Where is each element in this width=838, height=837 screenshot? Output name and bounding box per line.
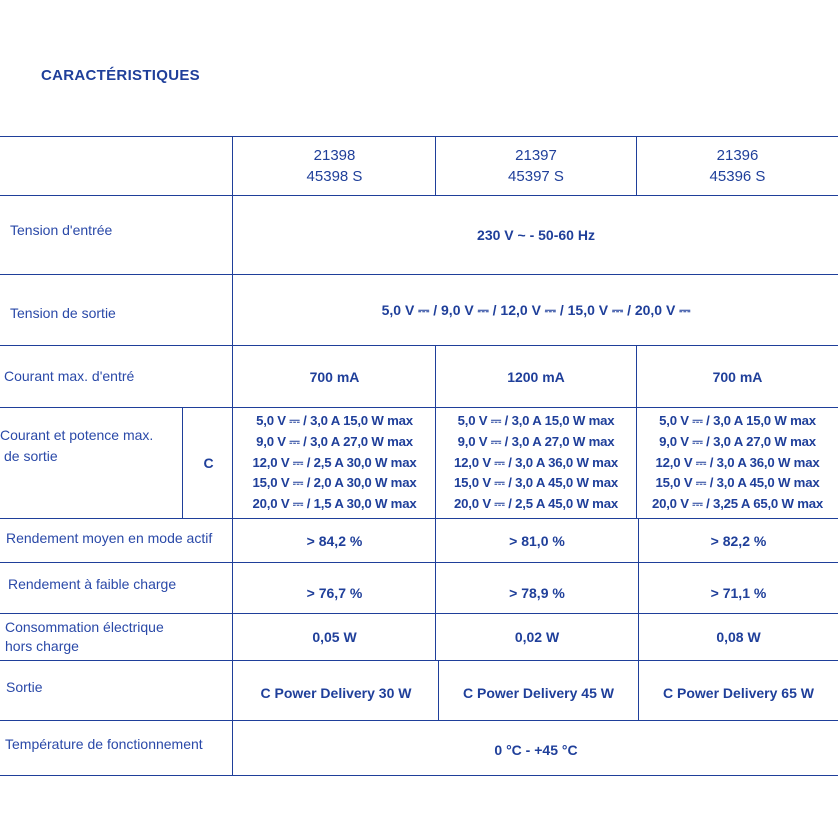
row-output <box>0 661 838 721</box>
value-cell: > 81,0 % <box>436 519 639 562</box>
model-sub-ref: 45398 S <box>306 168 363 185</box>
value-cell: 0,05 W <box>234 614 436 660</box>
operating-temp-value: 0 °C - +45 °C <box>494 742 578 758</box>
row-avg-efficiency <box>0 519 838 563</box>
model-ref: 21396 <box>716 147 759 164</box>
header-row <box>0 137 838 196</box>
row-label: Rendement moyen en mode actif <box>0 519 233 562</box>
value-cell: > 78,9 % <box>436 563 639 613</box>
output-profile-cell: 5,0 V ⎓ / 3,0 A 15,0 W max 9,0 V ⎓ / 3,0 A 27,0 W max 12,0 V ⎓ / 3,0 A 36,0 W max 15,0 V ⎓ / 3,0 A 45,0 W max 20,0 V ⎓ / 2,5 A 45,0 W max <box>436 408 637 518</box>
value-cell: 0,02 W <box>436 614 639 660</box>
model-header-2 <box>436 137 637 195</box>
model-header-1 <box>234 137 436 195</box>
row-label: Rendement à faible charge <box>0 563 233 613</box>
value-cell: C Power Delivery 65 W <box>663 684 814 701</box>
row-label: Tension de sortie <box>0 275 233 345</box>
row-label: Courant max. d'entré <box>0 346 233 407</box>
spec-table <box>0 136 838 776</box>
value-cell: 700 mA <box>712 368 763 385</box>
row-operating-temp <box>0 721 838 776</box>
model-sub-ref: 45397 S <box>508 168 564 185</box>
output-profile-cell: 5,0 V ⎓ / 3,0 A 15,0 W max 9,0 V ⎓ / 3,0 A 27,0 W max 12,0 V ⎓ / 2,5 A 30,0 W max 15,0 V ⎓ / 2,0 A 30,0 W max 20,0 V ⎓ / 1,5 A 30,0 W max <box>234 408 436 518</box>
value-cell: C Power Delivery 30 W <box>234 661 439 720</box>
row-input-voltage <box>0 196 838 275</box>
model-header-3 <box>637 137 838 195</box>
row-label: Sortie <box>0 661 233 720</box>
row-low-load-efficiency <box>0 563 838 614</box>
value-cell: 700 mA <box>234 346 436 407</box>
row-max-output <box>0 408 838 519</box>
row-label: Tension d'entrée <box>0 196 233 274</box>
model-ref: 21397 <box>515 147 557 164</box>
page-title: CARACTÉRISTIQUES <box>41 67 200 84</box>
port-type-label: C <box>182 408 234 518</box>
model-sub-ref: 45396 S <box>709 168 766 185</box>
value-cell: > 82,2 % <box>710 532 767 549</box>
value-cell: > 76,7 % <box>234 563 436 613</box>
row-output-voltage <box>0 275 838 346</box>
row-label: Consommation électrique hors charge <box>0 614 233 660</box>
value-cell: 1200 mA <box>436 346 637 407</box>
row-no-load-consumption <box>0 614 838 661</box>
row-max-input-current <box>0 346 838 408</box>
value-cell: C Power Delivery 45 W <box>439 661 639 720</box>
row-label: Courant et potence max. de sortie <box>0 408 233 518</box>
value-cell: > 84,2 % <box>234 519 436 562</box>
header-empty-cell <box>0 137 233 195</box>
model-ref: 21398 <box>313 147 356 164</box>
value-cell: 0,08 W <box>716 629 761 645</box>
value-cell: > 71,1 % <box>710 585 767 601</box>
output-voltage-value: 5,0 V ⎓ / 9,0 V ⎓ / 12,0 V ⎓ / 15,0 V ⎓ / 20,0 V ⎓ <box>381 301 691 318</box>
row-label: Température de fonctionnement <box>0 721 233 775</box>
input-voltage-value: 230 V ~ - 50-60 Hz <box>477 227 595 243</box>
output-profile-cell: 5,0 V ⎓ / 3,0 A 15,0 W max 9,0 V ⎓ / 3,0 A 27,0 W max 12,0 V ⎓ / 3,0 A 36,0 W max 15,0 V ⎓ / 3,0 A 45,0 W max 20,0 V ⎓ / 3,25 A 65,0 W max <box>651 413 824 512</box>
